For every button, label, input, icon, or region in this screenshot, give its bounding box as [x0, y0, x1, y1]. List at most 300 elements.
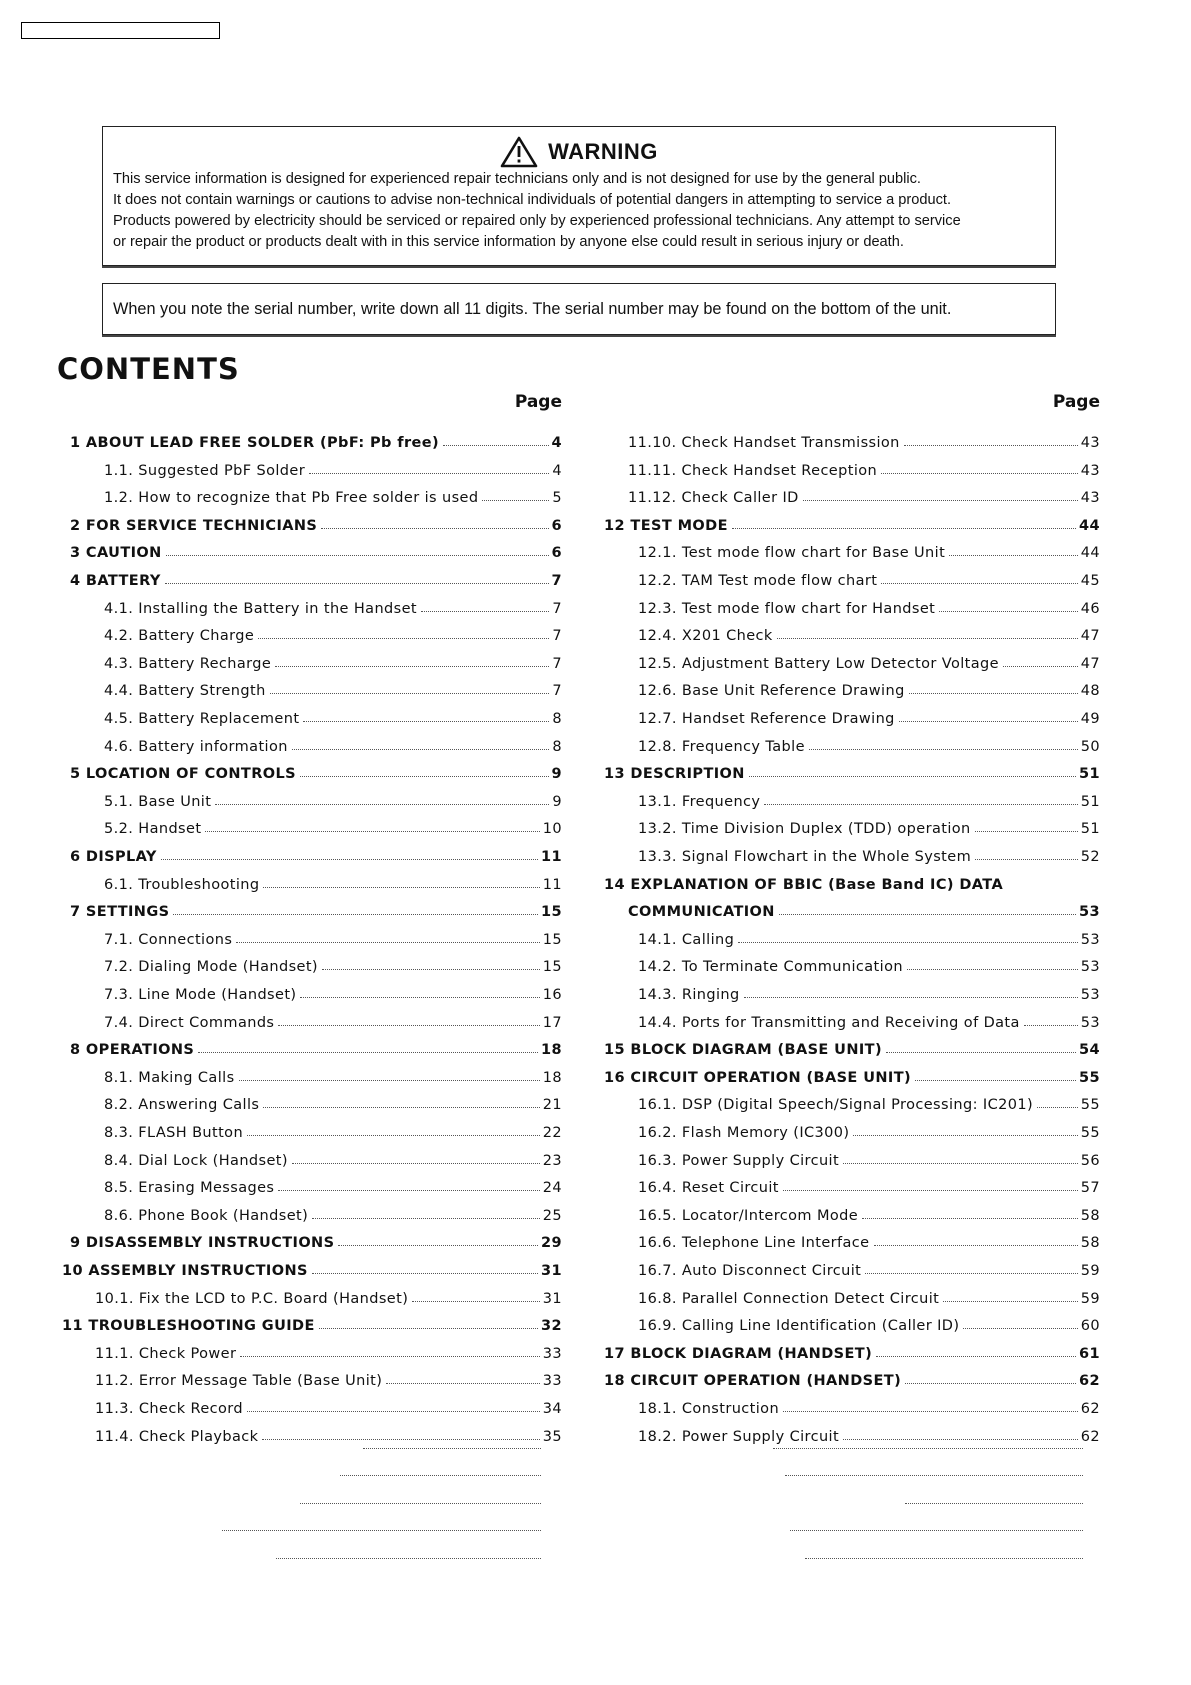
dotted-leader — [300, 776, 549, 777]
toc-entry-title: 14.3. Ringing — [638, 987, 740, 1003]
serial-note: When you note the serial number, write down all 11 digits. The serial number may be found on the bottom of the unit. — [113, 299, 952, 318]
dotted-leader — [764, 804, 1077, 805]
toc-entry-title: 11.3. Check Record — [95, 1401, 244, 1417]
toc-entry-title: 12.1. Test mode flow chart for Base Unit — [638, 545, 946, 562]
dotted-leader — [749, 776, 1076, 777]
toc-entry-title: 11.1. Check Power — [95, 1345, 237, 1362]
dotted-leader — [312, 1273, 538, 1274]
warning-line: or repair the product or products dealt with in this service information by anyone else could result in serious injury or death. — [113, 234, 904, 250]
dotted-leader — [278, 1190, 539, 1191]
dotted-leader — [421, 611, 549, 612]
toc-entry — [70, 1229, 562, 1251]
toc-entry-page: 47 — [1080, 628, 1100, 645]
toc-entry-title: 6.1. Troubleshooting — [104, 876, 260, 893]
dotted-leader — [443, 445, 549, 446]
toc-entry — [104, 1202, 562, 1224]
toc-entry-page: 17 — [542, 1014, 562, 1031]
toc-entry — [70, 512, 562, 534]
dotted-leader — [783, 1411, 1078, 1412]
toc-entry — [104, 953, 562, 975]
dotted-leader — [215, 804, 549, 805]
toc-entry-title: 14.1. Calling — [638, 931, 735, 948]
toc-entry-title: 12.8. Frequency Table — [638, 738, 805, 755]
toc-entry-title: COMMUNICATION — [628, 904, 775, 921]
toc-entry-title: 16.9. Calling Line Identification (Caller ID) — [638, 1318, 960, 1335]
page-column-label: Page — [1052, 392, 1100, 412]
dotted-leader — [303, 721, 549, 722]
toc-entry-title: 16.2. Flash Memory (IC300) — [638, 1125, 850, 1141]
toc-entry — [104, 733, 562, 755]
toc-entry-title: 4.6. Battery information — [104, 738, 288, 755]
toc-entry-title: 12.3. Test mode flow chart for Handset — [638, 600, 936, 617]
toc-entry-page: 43 — [1080, 490, 1100, 507]
dotted-leader — [907, 969, 1078, 970]
toc-entry — [70, 898, 562, 920]
toc-entry — [95, 1367, 562, 1389]
toc-entry-title: 16.1. DSP (Digital Speech/Signal Processing: IC201) — [638, 1097, 1034, 1114]
toc-entry-page: 62 — [1080, 1428, 1100, 1445]
dotted-leader — [874, 1245, 1078, 1246]
toc-entry-page: 47 — [1080, 655, 1100, 672]
dotted-leader — [909, 693, 1078, 694]
toc-entry-page: 8 — [552, 738, 562, 755]
toc-entry-title: 12.7. Handset Reference Drawing — [638, 711, 895, 727]
toc-entry — [70, 760, 562, 782]
toc-entry — [104, 622, 562, 644]
toc-entry — [604, 1367, 1100, 1389]
toc-entry — [638, 1009, 1100, 1031]
toc-entry-title: 4.2. Battery Charge — [104, 628, 255, 645]
toc-entry-title: 13 DESCRIPTION — [604, 766, 745, 783]
toc-entry-page: 5 — [552, 490, 562, 507]
dotted-leader — [843, 1163, 1078, 1164]
toc-entry-page: 48 — [1080, 683, 1100, 700]
toc-entry-page: 45 — [1080, 573, 1100, 589]
dotted-leader — [412, 1301, 539, 1302]
toc-entry-title: 7.4. Direct Commands — [104, 1014, 275, 1031]
dotted-leader — [275, 666, 549, 667]
toc-entry — [638, 1395, 1100, 1417]
dotted-leader — [881, 473, 1078, 474]
dotted-leader — [278, 1025, 539, 1026]
toc-entry — [628, 484, 1100, 506]
toc-entry-title: 5 LOCATION OF CONTROLS — [70, 766, 296, 783]
dotted-leader — [165, 583, 549, 584]
warning-line: Products powered by electricity should be serviced or repaired only by experienced professional technicians. Any attempt to service — [113, 213, 961, 229]
toc-entry-page: 55 — [1079, 1069, 1100, 1086]
dotted-leader — [386, 1383, 539, 1384]
toc-entry — [104, 981, 562, 1003]
toc-entry-page: 53 — [1080, 959, 1100, 976]
toc-entry-page: 53 — [1080, 987, 1100, 1003]
toc-entry — [638, 622, 1100, 644]
toc-entry-page: 51 — [1080, 821, 1100, 838]
dotted-leader — [809, 749, 1078, 750]
toc-entry — [638, 815, 1100, 837]
dotted-leader — [236, 942, 539, 943]
toc-entry-page: 16 — [542, 987, 562, 1003]
dotted-leader — [744, 997, 1078, 998]
toc-entry-title: 18.2. Power Supply Circuit — [638, 1428, 840, 1445]
toc-entry-title: 14.2. To Terminate Communication — [638, 959, 903, 976]
toc-entry-page: 51 — [1080, 793, 1100, 810]
dotted-leader — [865, 1273, 1078, 1274]
toc-entry-title: 4.3. Battery Recharge — [104, 655, 272, 672]
toc-entry-page: 52 — [1080, 849, 1100, 865]
toc-entry-title: 10.1. Fix the LCD to P.C. Board (Handset) — [95, 1290, 409, 1307]
dotted-leader — [949, 555, 1078, 556]
toc-entry — [70, 1036, 562, 1058]
toc-entry-page: 10 — [542, 821, 562, 838]
toc-entry-title: 7 SETTINGS — [70, 904, 170, 921]
toc-entry-page: 33 — [542, 1373, 562, 1390]
toc-entry-page: 50 — [1080, 738, 1100, 755]
dotted-leader — [1037, 1107, 1078, 1108]
dotted-leader — [738, 942, 1078, 943]
toc-entry — [638, 1285, 1100, 1307]
dotted-leader — [773, 1446, 1083, 1449]
dotted-leader — [263, 887, 539, 888]
toc-entry — [95, 1395, 562, 1417]
toc-entry-title: 7.1. Connections — [104, 931, 233, 948]
toc-entry-page: 15 — [542, 931, 562, 948]
toc-entry-page: 55 — [1080, 1097, 1100, 1114]
toc-entry — [70, 539, 562, 561]
dotted-leader — [319, 1328, 538, 1329]
dotted-leader — [240, 1356, 539, 1357]
toc-entry-page: 46 — [1080, 600, 1100, 617]
toc-entry — [104, 1174, 562, 1196]
toc-entry — [104, 457, 562, 479]
toc-entry-page: 59 — [1080, 1263, 1100, 1279]
toc-entry-title: 8.5. Erasing Messages — [104, 1180, 275, 1197]
toc-entry-title: 16.6. Telephone Line Interface — [638, 1235, 870, 1252]
toc-entry-title: 10 ASSEMBLY INSTRUCTIONS — [62, 1263, 308, 1279]
dotted-leader — [1024, 1025, 1078, 1026]
toc-entry-page: 53 — [1079, 904, 1100, 921]
toc-entry — [70, 843, 562, 865]
toc-entry-title: 13.2. Time Division Duplex (TDD) operation — [638, 821, 971, 838]
serial-note-box — [102, 283, 1056, 335]
toc-entry-page: 53 — [1080, 931, 1100, 948]
dotted-leader — [292, 1163, 540, 1164]
toc-entry-title: 8.3. FLASH Button — [104, 1125, 244, 1141]
toc-entry — [628, 898, 1100, 920]
toc-entry — [104, 1147, 562, 1169]
toc-entry-page: 6 — [551, 545, 562, 562]
toc-entry-page: 58 — [1080, 1207, 1100, 1224]
dotted-leader — [363, 1446, 541, 1449]
dotted-leader — [292, 749, 550, 750]
dotted-leader — [321, 528, 548, 529]
toc-entry-page: 54 — [1079, 1042, 1100, 1059]
toc-entry-page: 7 — [552, 683, 562, 700]
toc-entry-title: 12 TEST MODE — [604, 517, 728, 534]
dotted-leader — [943, 1301, 1078, 1302]
toc-entry-title: 4.1. Installing the Battery in the Handset — [104, 600, 418, 617]
dotted-leader — [482, 500, 549, 501]
dotted-leader — [300, 997, 539, 998]
dotted-leader — [779, 914, 1076, 915]
toc-entry — [604, 1064, 1100, 1086]
toc-entry-page: 35 — [542, 1428, 562, 1445]
dotted-leader — [338, 1245, 538, 1246]
toc-entry — [638, 677, 1100, 699]
dotted-leader — [783, 1190, 1078, 1191]
dotted-leader — [803, 500, 1078, 501]
toc-entry-title: 5.1. Base Unit — [104, 793, 212, 810]
toc-entry — [638, 539, 1100, 561]
toc-entry-title: 17 BLOCK DIAGRAM (HANDSET) — [604, 1345, 873, 1362]
toc-entry-page: 61 — [1079, 1345, 1100, 1362]
toc-entry-page: 31 — [541, 1263, 562, 1279]
toc-entry — [70, 567, 562, 589]
dotted-leader — [876, 1356, 1076, 1357]
toc-entry — [638, 843, 1100, 865]
toc-entry-title: 14.4. Ports for Transmitting and Receiving of Data — [638, 1014, 1020, 1031]
warning-header — [113, 135, 1045, 169]
toc-entry-page: 53 — [1080, 1014, 1100, 1031]
toc-entry-page: 9 — [552, 793, 562, 810]
toc-entry — [638, 1257, 1100, 1279]
toc-entry-page: 33 — [542, 1345, 562, 1362]
dotted-leader — [732, 528, 1076, 529]
dotted-leader — [222, 1528, 541, 1531]
dotted-leader — [322, 969, 540, 970]
toc-entry — [638, 981, 1100, 1003]
toc-entry-title: 16.8. Parallel Connection Detect Circuit — [638, 1290, 940, 1307]
toc-entry — [104, 1119, 562, 1141]
warning-line: This service information is designed for experienced repair technicians only and is not designed for use by the general public. — [113, 171, 921, 187]
toc-entry — [104, 788, 562, 810]
toc-entry — [95, 1340, 562, 1362]
toc-entry-title: 8.4. Dial Lock (Handset) — [104, 1152, 288, 1169]
toc-entry-title: 2 FOR SERVICE TECHNICIANS — [70, 517, 318, 534]
toc-entry — [638, 1147, 1100, 1169]
toc-entry-title: 18.1. Construction — [638, 1401, 780, 1417]
toc-entry-title: 13.1. Frequency — [638, 793, 761, 810]
toc-entry-title: 11.2. Error Message Table (Base Unit) — [95, 1373, 383, 1390]
toc-entry-title: 15 BLOCK DIAGRAM (BASE UNIT) — [604, 1042, 882, 1059]
toc-entry — [638, 1202, 1100, 1224]
toc-entry — [638, 650, 1100, 672]
toc-entry-page: 23 — [542, 1152, 562, 1169]
toc-entry — [95, 1285, 562, 1307]
dotted-leader — [899, 721, 1078, 722]
toc-entry-title: 16 CIRCUIT OPERATION (BASE UNIT) — [604, 1069, 912, 1086]
toc-entry-page: 44 — [1080, 545, 1100, 562]
toc-entry — [628, 429, 1100, 451]
toc-entry-title: 11.12. Check Caller ID — [628, 490, 799, 507]
toc-entry-title: 6 DISPLAY — [70, 849, 157, 865]
toc-entry-page: 7 — [551, 573, 562, 589]
toc-entry-page: 58 — [1080, 1235, 1100, 1252]
toc-entry-title: 13.3. Signal Flowchart in the Whole System — [638, 849, 972, 865]
toc-entry — [104, 815, 562, 837]
toc-entry — [604, 1036, 1100, 1058]
dotted-leader — [886, 1052, 1076, 1053]
toc-entry-page: 7 — [552, 628, 562, 645]
toc-entry-page: 44 — [1079, 517, 1100, 534]
toc-entry-page: 7 — [552, 600, 562, 617]
toc-entry-title: 11.10. Check Handset Transmission — [628, 435, 900, 451]
toc-entry-page: 62 — [1079, 1373, 1100, 1390]
toc-entry-title: 4 BATTERY — [70, 573, 161, 589]
toc-entry-title: 12.2. TAM Test mode flow chart — [638, 573, 878, 589]
toc-entry — [604, 512, 1100, 534]
dotted-leader — [904, 445, 1078, 446]
toc-entry — [104, 926, 562, 948]
toc-entry-page: 62 — [1080, 1401, 1100, 1417]
toc-entry — [104, 484, 562, 506]
toc-entry-page: 56 — [1080, 1152, 1100, 1169]
dotted-leader — [785, 1473, 1083, 1476]
toc-entry-page: 22 — [542, 1125, 562, 1141]
warning-box — [102, 126, 1056, 266]
toc-entry-title: 12.6. Base Unit Reference Drawing — [638, 683, 905, 700]
contents-title: CONTENTS — [57, 352, 240, 386]
toc-entry — [104, 871, 562, 893]
contents-left-column — [60, 392, 562, 1445]
toc-entry-title: 11 TROUBLESHOOTING GUIDE — [62, 1318, 315, 1335]
toc-entry-title: 1 ABOUT LEAD FREE SOLDER (PbF: Pb free) — [70, 435, 439, 451]
toc-entry-page: 25 — [542, 1207, 562, 1224]
toc-entry-title: 5.2. Handset — [104, 821, 202, 838]
toc-entry — [638, 1229, 1100, 1251]
toc-entry — [638, 705, 1100, 727]
dotted-leader — [1003, 666, 1078, 667]
toc-entry — [104, 677, 562, 699]
toc-entry-title: 11.11. Check Handset Reception — [628, 462, 878, 479]
toc-entry-page: 4 — [552, 462, 562, 479]
toc-entry — [638, 1091, 1100, 1113]
toc-entry-title: 12.4. X201 Check — [638, 628, 773, 645]
toc-entry-page: 29 — [541, 1235, 562, 1252]
toc-entry-page: 7 — [552, 655, 562, 672]
toc-entry-page: 43 — [1080, 462, 1100, 479]
toc-entry-title: 18 CIRCUIT OPERATION (HANDSET) — [604, 1373, 902, 1390]
toc-entry-title: 7.3. Line Mode (Handset) — [104, 987, 297, 1003]
toc-entry-page: 15 — [542, 959, 562, 976]
toc-entry — [104, 1009, 562, 1031]
dotted-leader — [939, 611, 1077, 612]
header-box — [21, 22, 220, 39]
dotted-leader — [270, 693, 550, 694]
toc-entry — [62, 1257, 562, 1279]
toc-entry-page: 11 — [542, 876, 562, 893]
toc-entry-title: 8.2. Answering Calls — [104, 1097, 260, 1114]
toc-entry-page: 34 — [542, 1401, 562, 1417]
toc-entry — [628, 457, 1100, 479]
toc-entry — [638, 1312, 1100, 1334]
dotted-leader — [309, 473, 549, 474]
warning-title: WARNING — [548, 139, 658, 164]
toc-entry-title: 14 EXPLANATION OF BBIC (Base Band IC) DATA — [604, 876, 1004, 893]
dotted-leader — [300, 1501, 541, 1504]
toc-entry — [638, 567, 1100, 589]
toc-entry-page: 18 — [541, 1042, 562, 1059]
toc-entry-page: 8 — [552, 711, 562, 727]
dotted-leader — [276, 1556, 541, 1559]
toc-entry-title: 16.5. Locator/Intercom Mode — [638, 1207, 859, 1224]
toc-entry-page: 18 — [542, 1069, 562, 1086]
toc-entry-title: 4.4. Battery Strength — [104, 683, 266, 700]
toc-entry-title: 1.1. Suggested PbF Solder — [104, 462, 306, 479]
dotted-leader — [777, 638, 1078, 639]
toc-entry — [638, 926, 1100, 948]
toc-entry — [638, 1174, 1100, 1196]
toc-entry-title: 16.3. Power Supply Circuit — [638, 1152, 840, 1169]
dotted-leader — [263, 1107, 539, 1108]
toc-entry — [104, 705, 562, 727]
toc-entry-title: 12.5. Adjustment Battery Low Detector Voltage — [638, 655, 999, 672]
toc-entry — [638, 1119, 1100, 1141]
toc-entry — [604, 1340, 1100, 1362]
dotted-leader — [805, 1556, 1083, 1559]
dotted-leader — [853, 1135, 1077, 1136]
dotted-leader — [239, 1080, 540, 1081]
dotted-leader — [915, 1080, 1076, 1081]
toc-entry-page: 21 — [542, 1097, 562, 1114]
page-column-label: Page — [514, 392, 562, 412]
toc-entry-page: 24 — [542, 1180, 562, 1197]
toc-entry-page: 4 — [551, 435, 562, 451]
toc-entry-page: 59 — [1080, 1290, 1100, 1307]
toc-entry-title: 3 CAUTION — [70, 545, 162, 562]
toc-entry-page: 51 — [1079, 766, 1100, 783]
toc-entry-page: 15 — [541, 904, 562, 921]
dotted-leader — [975, 831, 1078, 832]
toc-entry — [70, 429, 562, 451]
toc-entry-page: 49 — [1080, 711, 1100, 727]
toc-entry-page: 9 — [551, 766, 562, 783]
dotted-leader — [905, 1383, 1076, 1384]
warning-line: It does not contain warnings or cautions to advise non-technical individuals of potential dangers in attempting to service a product. — [113, 192, 952, 208]
toc-entry-page: 6 — [551, 517, 562, 534]
dotted-leader — [862, 1218, 1078, 1219]
toc-entry-page: 57 — [1080, 1180, 1100, 1197]
dotted-leader — [247, 1411, 540, 1412]
toc-entry-page: 32 — [541, 1318, 562, 1335]
toc-entry-page: 55 — [1080, 1125, 1100, 1141]
toc-entry-page: 11 — [541, 849, 562, 865]
toc-entry — [95, 1423, 562, 1445]
dotted-leader — [258, 638, 549, 639]
dotted-leader — [963, 1328, 1077, 1329]
dotted-leader — [205, 831, 539, 832]
toc-entry-title: 16.7. Auto Disconnect Circuit — [638, 1263, 862, 1279]
dotted-leader — [790, 1528, 1083, 1531]
toc-entry-title: 7.2. Dialing Mode (Handset) — [104, 959, 318, 976]
toc-entry — [604, 871, 1100, 893]
toc-entry-title: 16.4. Reset Circuit — [638, 1180, 779, 1197]
toc-entry-title: 11.4. Check Playback — [95, 1428, 259, 1445]
dotted-leader — [905, 1501, 1083, 1504]
toc-entry — [104, 650, 562, 672]
dotted-leader — [843, 1439, 1078, 1440]
toc-entry — [638, 595, 1100, 617]
dotted-leader — [166, 555, 549, 556]
dotted-leader — [881, 583, 1077, 584]
toc-entry — [104, 595, 562, 617]
toc-entry-title: 4.5. Battery Replacement — [104, 711, 300, 727]
dotted-leader — [198, 1052, 538, 1053]
toc-entry — [638, 953, 1100, 975]
toc-entry-page: 31 — [542, 1290, 562, 1307]
toc-entry — [62, 1312, 562, 1334]
toc-entry — [104, 1064, 562, 1086]
dotted-leader — [975, 859, 1078, 860]
